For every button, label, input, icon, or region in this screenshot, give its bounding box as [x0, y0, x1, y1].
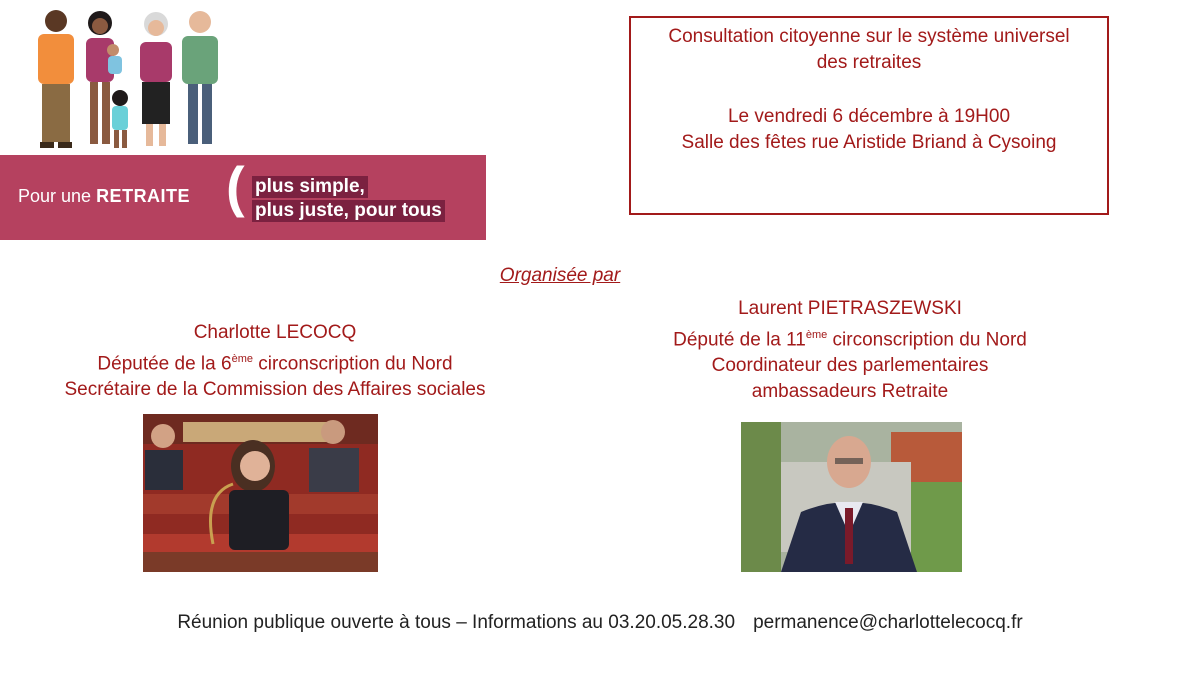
- left-role-post: circonscription du Nord: [252, 353, 453, 375]
- right-person-role3: ambassadeurs Retraite: [751, 381, 949, 403]
- left-person-role: [40, 346, 510, 377]
- banner-keyword: RETRAITE: [96, 186, 191, 206]
- left-role-pre: Députée de la 6: [97, 353, 232, 375]
- event-date: Le vendredi 6 décembre à 19H00: [727, 106, 1011, 127]
- footer-email[interactable]: permanence@charlottelecocq.fr: [753, 612, 1023, 633]
- right-role-pre: Député de la 11: [673, 329, 806, 351]
- event-venue: Salle des fêtes rue Aristide Briand à Cysoing: [681, 132, 1057, 153]
- right-person-role2: Coordinateur des parlementaires: [711, 355, 989, 377]
- event-box: [629, 16, 1109, 215]
- right-person: [620, 296, 1080, 405]
- footer-info: [0, 612, 1200, 634]
- photo-laurent-pietraszewski: [741, 422, 962, 572]
- left-person-name: Charlotte LECOCQ: [193, 322, 357, 343]
- banner-prefix: [18, 186, 190, 207]
- left-person: [40, 320, 510, 403]
- right-role-post: circonscription du Nord: [827, 329, 1027, 351]
- right-person-name: Laurent PIETRASZEWSKI: [738, 298, 962, 319]
- banner-paren: (: [226, 155, 245, 218]
- banner-line1: plus simple,: [252, 176, 368, 198]
- left-role-sup: ème: [231, 353, 253, 365]
- event-title-line1: Consultation citoyenne sur le système universel: [668, 26, 1070, 47]
- left-person-role2: Secrétaire de la Commission des Affaires sociales: [64, 379, 486, 401]
- right-person-role: [620, 322, 1080, 353]
- photo-charlotte-lecocq: [143, 414, 378, 572]
- banner-prefix-text: Pour une: [18, 186, 97, 206]
- photo-right-svg: [741, 422, 962, 572]
- organised-by-heading: Organisée par: [499, 265, 621, 286]
- photo-left-svg: [143, 414, 378, 572]
- family-illustration-svg: [28, 6, 228, 156]
- right-role-sup: ème: [805, 329, 828, 341]
- family-illustration: [28, 6, 228, 156]
- event-title-line2: des retraites: [816, 52, 922, 73]
- banner-line2: plus juste, pour tous: [252, 200, 445, 222]
- slogan-banner: [0, 155, 486, 240]
- footer-text: Réunion publique ouverte à tous – Informations au 03.20.05.28.30: [177, 612, 736, 633]
